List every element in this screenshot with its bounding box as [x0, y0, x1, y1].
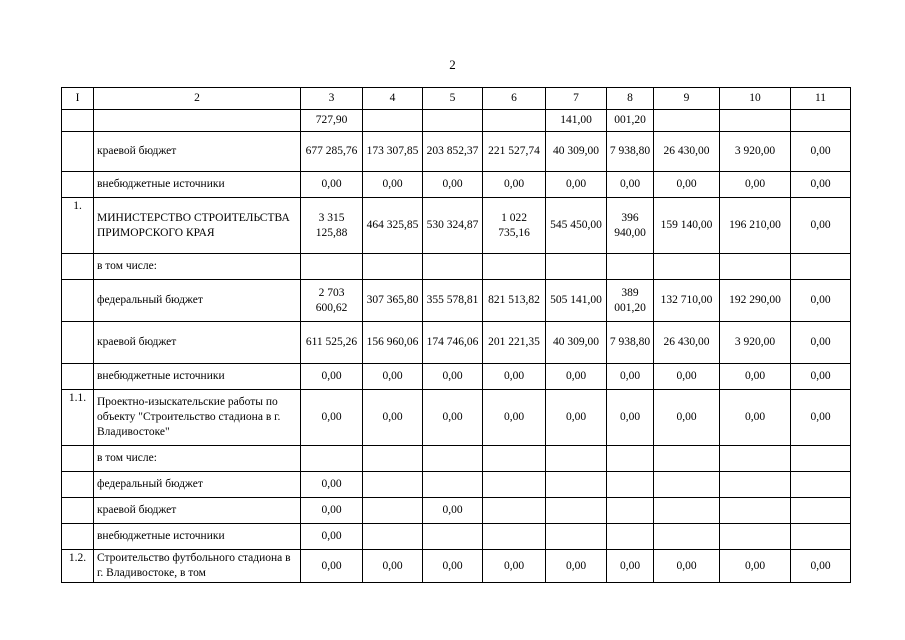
value-cell	[423, 524, 483, 550]
value-cell: 0,00	[720, 390, 791, 446]
value-cell	[363, 524, 423, 550]
value-cell: 2 703 600,62	[301, 280, 363, 322]
row-number-cell	[62, 524, 94, 550]
value-cell	[483, 446, 546, 472]
value-cell: 7 938,80	[607, 132, 654, 172]
value-cell	[546, 446, 607, 472]
value-cell: 3 920,00	[720, 322, 791, 364]
header-row	[62, 88, 851, 110]
value-cell	[607, 498, 654, 524]
value-cell: 307 365,80	[363, 280, 423, 322]
value-cell: 0,00	[791, 322, 851, 364]
value-cell	[423, 110, 483, 132]
value-cell: 677 285,76	[301, 132, 363, 172]
row-label-cell: внебюджетные источники	[94, 172, 301, 198]
row-number-cell: 1.	[62, 198, 94, 254]
value-cell: 0,00	[720, 172, 791, 198]
value-cell	[654, 524, 720, 550]
value-cell: 530 324,87	[423, 198, 483, 254]
value-cell	[654, 446, 720, 472]
value-cell	[791, 472, 851, 498]
value-cell	[483, 254, 546, 280]
value-cell	[654, 254, 720, 280]
value-cell	[363, 110, 423, 132]
value-cell	[546, 472, 607, 498]
row-number-cell	[62, 280, 94, 322]
header-cell: 5	[423, 88, 483, 110]
value-cell: 0,00	[423, 172, 483, 198]
value-cell	[607, 254, 654, 280]
table-row	[62, 254, 851, 280]
value-cell: 0,00	[301, 472, 363, 498]
value-cell: 0,00	[423, 364, 483, 390]
header-cell: 11	[791, 88, 851, 110]
value-cell: 0,00	[546, 364, 607, 390]
value-cell: 611 525,26	[301, 322, 363, 364]
value-cell	[720, 110, 791, 132]
value-cell	[607, 524, 654, 550]
value-cell: 464 325,85	[363, 198, 423, 254]
value-cell	[423, 472, 483, 498]
value-cell	[720, 498, 791, 524]
value-cell: 0,00	[301, 364, 363, 390]
header-cell: 2	[94, 88, 301, 110]
row-label-cell: краевой бюджет	[94, 498, 301, 524]
value-cell: 26 430,00	[654, 322, 720, 364]
value-cell	[301, 446, 363, 472]
value-cell: 40 309,00	[546, 322, 607, 364]
value-cell	[720, 446, 791, 472]
value-cell: 173 307,85	[363, 132, 423, 172]
value-cell	[607, 446, 654, 472]
header-cell: 7	[546, 88, 607, 110]
value-cell: 1 022 735,16	[483, 198, 546, 254]
row-number-cell	[62, 364, 94, 390]
row-label-cell: федеральный бюджет	[94, 472, 301, 498]
value-cell: 0,00	[791, 550, 851, 583]
header-cell: 4	[363, 88, 423, 110]
value-cell: 0,00	[483, 364, 546, 390]
value-cell	[546, 524, 607, 550]
table-row	[62, 390, 851, 446]
value-cell: 196 210,00	[720, 198, 791, 254]
value-cell: 0,00	[654, 390, 720, 446]
value-cell: 0,00	[546, 172, 607, 198]
value-cell: 0,00	[546, 550, 607, 583]
value-cell	[546, 498, 607, 524]
row-number-cell	[62, 446, 94, 472]
value-cell: 192 290,00	[720, 280, 791, 322]
value-cell: 0,00	[423, 550, 483, 583]
value-cell	[483, 524, 546, 550]
value-cell: 0,00	[546, 390, 607, 446]
row-number-cell: 1.2.	[62, 550, 94, 583]
value-cell: 0,00	[791, 198, 851, 254]
value-cell: 0,00	[654, 550, 720, 583]
budget-table	[61, 87, 851, 583]
header-cell: 9	[654, 88, 720, 110]
value-cell: 26 430,00	[654, 132, 720, 172]
table-row	[62, 498, 851, 524]
value-cell: 0,00	[483, 390, 546, 446]
table-row	[62, 280, 851, 322]
value-cell: 3 920,00	[720, 132, 791, 172]
value-cell: 3 315 125,88	[301, 198, 363, 254]
value-cell	[654, 110, 720, 132]
value-cell: 0,00	[607, 172, 654, 198]
table-row	[62, 364, 851, 390]
value-cell	[363, 472, 423, 498]
value-cell	[654, 472, 720, 498]
value-cell: 0,00	[301, 550, 363, 583]
value-cell: 0,00	[791, 132, 851, 172]
page-number: 2	[449, 57, 456, 72]
value-cell: 0,00	[607, 390, 654, 446]
value-cell: 0,00	[363, 172, 423, 198]
header-cell: I	[62, 88, 94, 110]
table-row	[62, 198, 851, 254]
value-cell	[423, 254, 483, 280]
value-cell: 174 746,06	[423, 322, 483, 364]
row-label-cell: в том числе:	[94, 254, 301, 280]
value-cell: 0,00	[301, 498, 363, 524]
value-cell	[363, 446, 423, 472]
value-cell	[483, 498, 546, 524]
value-cell: 001,20	[607, 110, 654, 132]
value-cell	[483, 110, 546, 132]
value-cell: 132 710,00	[654, 280, 720, 322]
header-cell: 10	[720, 88, 791, 110]
value-cell	[654, 498, 720, 524]
value-cell: 0,00	[607, 364, 654, 390]
row-number-cell	[62, 322, 94, 364]
value-cell: 0,00	[791, 172, 851, 198]
value-cell: 0,00	[483, 172, 546, 198]
row-label-cell: Проектно-изыскательские работы по объекту "Строительство стадиона в г. Владивостоке"	[94, 390, 301, 446]
value-cell	[301, 254, 363, 280]
table-row	[62, 132, 851, 172]
value-cell: 0,00	[654, 364, 720, 390]
header-cell: 3	[301, 88, 363, 110]
value-cell	[546, 254, 607, 280]
value-cell: 727,90	[301, 110, 363, 132]
row-label-cell	[94, 110, 301, 132]
value-cell: 0,00	[423, 390, 483, 446]
value-cell: 0,00	[301, 172, 363, 198]
value-cell: 0,00	[483, 550, 546, 583]
value-cell: 545 450,00	[546, 198, 607, 254]
row-number-cell	[62, 110, 94, 132]
value-cell: 221 527,74	[483, 132, 546, 172]
value-cell: 389 001,20	[607, 280, 654, 322]
value-cell: 0,00	[720, 364, 791, 390]
table-row	[62, 524, 851, 550]
value-cell: 396 940,00	[607, 198, 654, 254]
value-cell	[607, 472, 654, 498]
row-number-cell	[62, 498, 94, 524]
value-cell: 0,00	[791, 280, 851, 322]
value-cell: 0,00	[363, 364, 423, 390]
value-cell: 0,00	[301, 524, 363, 550]
value-cell	[720, 254, 791, 280]
value-cell: 505 141,00	[546, 280, 607, 322]
row-number-cell: 1.1.	[62, 390, 94, 446]
table-row	[62, 110, 851, 132]
value-cell	[483, 472, 546, 498]
row-label-cell: в том числе:	[94, 446, 301, 472]
row-label-cell: МИНИСТЕРСТВО СТРОИТЕЛЬСТВА ПРИМОРСКОГО КРАЯ	[94, 198, 301, 254]
value-cell	[791, 446, 851, 472]
row-number-cell	[62, 132, 94, 172]
value-cell	[363, 254, 423, 280]
header-cell: 6	[483, 88, 546, 110]
value-cell: 203 852,37	[423, 132, 483, 172]
header-cell: 8	[607, 88, 654, 110]
value-cell	[720, 472, 791, 498]
value-cell: 0,00	[423, 498, 483, 524]
table-row	[62, 550, 851, 583]
row-label-cell: Строительство футбольного стадиона в г. Владивостоке, в том	[94, 550, 301, 583]
value-cell: 159 140,00	[654, 198, 720, 254]
row-label-cell: внебюджетные источники	[94, 364, 301, 390]
table-row	[62, 322, 851, 364]
value-cell: 0,00	[363, 550, 423, 583]
value-cell: 0,00	[363, 390, 423, 446]
value-cell: 0,00	[654, 172, 720, 198]
row-label-cell: краевой бюджет	[94, 132, 301, 172]
value-cell: 821 513,82	[483, 280, 546, 322]
table-row	[62, 446, 851, 472]
value-cell: 0,00	[791, 390, 851, 446]
row-number-cell	[62, 172, 94, 198]
row-number-cell	[62, 254, 94, 280]
value-cell: 40 309,00	[546, 132, 607, 172]
value-cell	[791, 110, 851, 132]
value-cell: 156 960,06	[363, 322, 423, 364]
value-cell: 201 221,35	[483, 322, 546, 364]
value-cell: 355 578,81	[423, 280, 483, 322]
value-cell: 0,00	[791, 364, 851, 390]
table-row	[62, 172, 851, 198]
value-cell	[791, 498, 851, 524]
value-cell	[720, 524, 791, 550]
row-number-cell	[62, 472, 94, 498]
value-cell: 7 938,80	[607, 322, 654, 364]
value-cell	[363, 498, 423, 524]
value-cell	[791, 524, 851, 550]
value-cell: 0,00	[607, 550, 654, 583]
value-cell: 141,00	[546, 110, 607, 132]
row-label-cell: федеральный бюджет	[94, 280, 301, 322]
value-cell: 0,00	[720, 550, 791, 583]
row-label-cell: краевой бюджет	[94, 322, 301, 364]
value-cell: 0,00	[301, 390, 363, 446]
row-label-cell: внебюджетные источники	[94, 524, 301, 550]
table-row	[62, 472, 851, 498]
value-cell	[791, 254, 851, 280]
value-cell	[423, 446, 483, 472]
